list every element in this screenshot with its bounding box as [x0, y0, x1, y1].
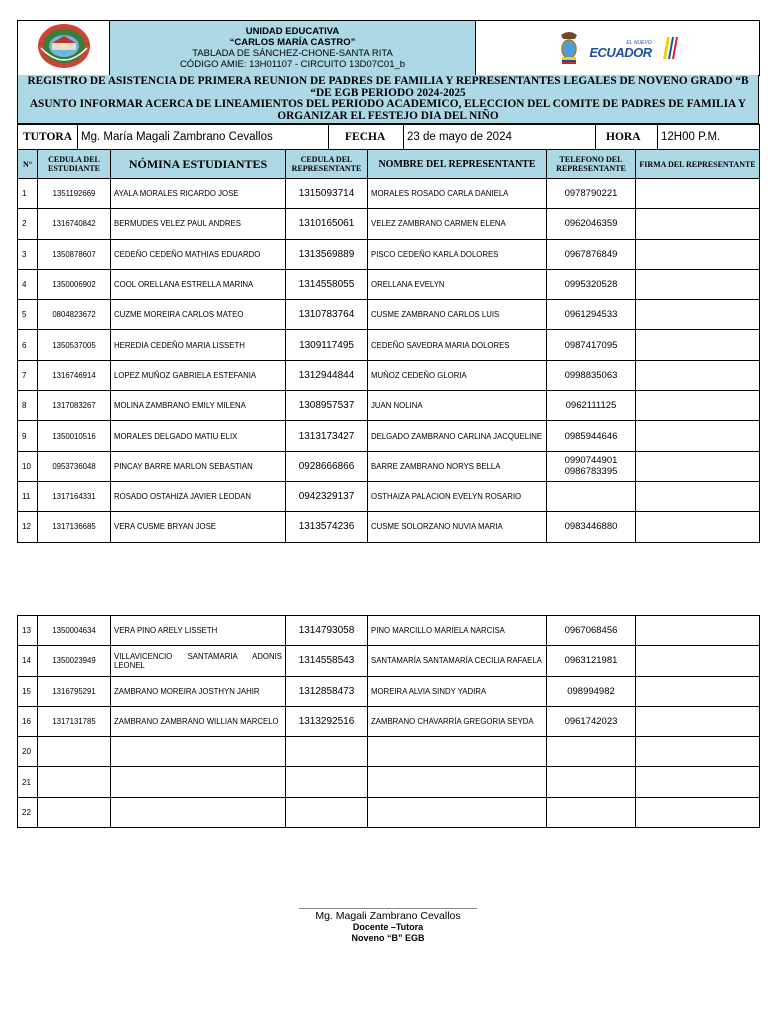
representative-name-cell: MUÑOZ CEDEÑO GLORIA [368, 360, 547, 390]
tutora-value: Mg. María Magali Zambrano Cevallos [78, 125, 329, 150]
school-logo-cell [18, 21, 110, 76]
student-name-cell [111, 737, 286, 767]
table-body-1 [18, 179, 760, 543]
school-line-2: “CARLOS MARÍA CASTRO” [229, 37, 356, 48]
signature-cell [636, 179, 760, 209]
representative-id-cell: 1309117495 [286, 330, 368, 360]
row-number: 5 [18, 300, 38, 330]
representative-name-cell: ZAMBRANO CHAVARRÍA GREGORIA SEYDA [368, 706, 547, 736]
student-name-cell: MORALES DELGADO MATIU ELIX [111, 421, 286, 451]
hora-label: HORA [596, 125, 658, 150]
student-name-cell [111, 797, 286, 827]
representative-id-cell [286, 797, 368, 827]
student-id-cell: 1350006902 [38, 269, 111, 299]
table-row [18, 481, 760, 511]
student-id-cell: 1316740842 [38, 209, 111, 239]
phone-cell: 0995320528 [547, 269, 636, 299]
representative-id-cell: 0928666866 [286, 451, 368, 481]
fecha-value: 23 de mayo de 2024 [404, 125, 596, 150]
phone-cell: 0963121981 [547, 646, 636, 676]
student-name-cell: VILLAVICENCIO SANTAMARIA ADONIS LEONEL [111, 646, 286, 676]
student-id-cell: 1350004634 [38, 616, 111, 646]
phone-cell [547, 767, 636, 797]
representative-id-cell: 1314558543 [286, 646, 368, 676]
representative-id-cell: 1313173427 [286, 421, 368, 451]
student-name-cell: PINCAY BARRE MARLON SEBASTIAN [111, 451, 286, 481]
table-row [18, 421, 760, 451]
fecha-label: FECHA [329, 125, 404, 150]
table-row [18, 360, 760, 390]
representative-id-cell [286, 767, 368, 797]
student-id-cell: 0953736048 [38, 451, 111, 481]
col-telefono: TELEFONO DEL REPRESENTANTE [547, 150, 636, 179]
student-id-cell: 1350023949 [38, 646, 111, 676]
student-id-cell: 1350878607 [38, 239, 111, 269]
signature-line [299, 908, 477, 909]
representative-name-cell: DELGADO ZAMBRANO CARLINA JACQUELINE [368, 421, 547, 451]
phone-cell: 0983446880 [547, 512, 636, 542]
row-number: 10 [18, 451, 38, 481]
table-row [18, 512, 760, 542]
tutora-label: TUTORA [18, 125, 78, 150]
attendance-table-2 [17, 615, 760, 828]
representative-name-cell: CEDEÑO SAVEDRA MARIA DOLORES [368, 330, 547, 360]
representative-name-cell: JUAN NOLINA [368, 391, 547, 421]
student-name-cell: LOPEZ MUÑOZ GABRIELA ESTEFANIA [111, 360, 286, 390]
representative-name-cell [368, 767, 547, 797]
signature-cell [636, 421, 760, 451]
phone-cell: 098994982 [547, 676, 636, 706]
representative-id-cell [286, 737, 368, 767]
signature-cell [636, 239, 760, 269]
representative-id-cell: 1313574236 [286, 512, 368, 542]
representative-name-cell: BARRE ZAMBRANO NORYS BELLA [368, 451, 547, 481]
phone-cell: 0998835063 [547, 360, 636, 390]
info-row [17, 124, 760, 150]
phone-cell: 0961294533 [547, 300, 636, 330]
table-row [18, 737, 760, 767]
representative-id-cell: 0942329137 [286, 481, 368, 511]
phone-cell: 0967876849 [547, 239, 636, 269]
row-number: 16 [18, 706, 38, 736]
representative-name-cell: OSTHAIZA PALACION EVELYN ROSARIO [368, 481, 547, 511]
school-line-4: CÓDIGO AMIE: 13H01107 - CIRCUITO 13D07C01_b [179, 59, 406, 70]
signature-grade: Noveno “B” EGB [351, 933, 425, 943]
government-logo-cell [476, 21, 760, 76]
col-num: N° [18, 150, 38, 179]
attendance-table-1 [17, 149, 760, 543]
row-number: 12 [18, 512, 38, 542]
table-row [18, 209, 760, 239]
table-row [18, 706, 760, 736]
signature-cell [636, 269, 760, 299]
representative-id-cell: 1314558055 [286, 269, 368, 299]
title-line-2: ASUNTO INFORMAR ACERCA DE LINEAMIENTOS DEL PERIODO ACADEMICO, ELECCION DEL COMITE DE PADRES DE FAMILIA Y ORGANIZAR EL FESTEJO DIA DEL NIÑO [29, 98, 747, 122]
student-id-cell: 1317164331 [38, 481, 111, 511]
signature-cell [636, 797, 760, 827]
signature-cell [636, 209, 760, 239]
representative-name-cell: CUSME ZAMBRANO CARLOS LUIS [368, 300, 547, 330]
student-id-cell: 1350010516 [38, 421, 111, 451]
representative-name-cell: MORALES ROSADO CARLA DANIELA [368, 179, 547, 209]
table-row [18, 300, 760, 330]
phone-cell: 0978790221 [547, 179, 636, 209]
col-cedula-rep: CEDULA DEL REPRESENTANTE [286, 150, 368, 179]
col-cedula-est: CEDULA DEL ESTUDIANTE [38, 150, 111, 179]
representative-id-cell: 1308957537 [286, 391, 368, 421]
representative-id-cell: 1312858473 [286, 676, 368, 706]
student-id-cell: 1317136685 [38, 512, 111, 542]
representative-name-cell: MOREIRA ALVIA SINDY YADIRA [368, 676, 547, 706]
representative-name-cell: PINO MARCILLO MARIELA NARCISA [368, 616, 547, 646]
signature-cell [636, 300, 760, 330]
representative-id-cell: 1314793058 [286, 616, 368, 646]
table-row [18, 676, 760, 706]
row-number: 8 [18, 391, 38, 421]
student-id-cell: 1316795291 [38, 676, 111, 706]
representative-name-cell: VELEZ ZAMBRANO CARMEN ELENA [368, 209, 547, 239]
table-row [18, 391, 760, 421]
row-number: 14 [18, 646, 38, 676]
student-name-cell [111, 767, 286, 797]
col-firma: FIRMA DEL REPRESENTANTE [636, 150, 760, 179]
student-name-cell: ZAMBRANO MOREIRA JOSTHYN JAHIR [111, 676, 286, 706]
student-id-cell: 1350537005 [38, 330, 111, 360]
representative-name-cell: ORELLANA EVELYN [368, 269, 547, 299]
signature-cell [636, 646, 760, 676]
table-row [18, 767, 760, 797]
student-name-cell: ROSADO OSTAHIZA JAVIER LEODAN [111, 481, 286, 511]
representative-id-cell: 1310165061 [286, 209, 368, 239]
signature-cell [636, 512, 760, 542]
row-number: 22 [18, 797, 38, 827]
row-number: 6 [18, 330, 38, 360]
signature-cell [636, 737, 760, 767]
logo-small-text: EL NUEVO [626, 40, 652, 46]
school-line-1: UNIDAD EDUCATIVA [245, 26, 340, 37]
signature-name: Mg. Magali Zambrano Cevallos [315, 910, 461, 922]
student-name-cell: MOLINA ZAMBRANO EMILY MILENA [111, 391, 286, 421]
school-info [110, 21, 476, 76]
coat-of-arms-icon [557, 31, 581, 65]
signature-cell [636, 616, 760, 646]
table-row [18, 269, 760, 299]
phone-cell: 0961742023 [547, 706, 636, 736]
document-title [17, 75, 759, 124]
representative-id-cell: 1313292516 [286, 706, 368, 736]
student-name-cell: VERA CUSME BRYAN JOSE [111, 512, 286, 542]
row-number: 1 [18, 179, 38, 209]
representative-name-cell [368, 797, 547, 827]
phone-cell [547, 481, 636, 511]
representative-id-cell: 1315093714 [286, 179, 368, 209]
phone-cell [547, 797, 636, 827]
signature-cell [636, 481, 760, 511]
phone-cell [547, 737, 636, 767]
student-name-cell: BERMUDES VELEZ PAUL ANDRES [111, 209, 286, 239]
signature-cell [636, 391, 760, 421]
ecuador-logo-text: ECUADOR [589, 45, 652, 60]
table-row [18, 616, 760, 646]
student-name-cell: CUZME MOREIRA CARLOS MATEO [111, 300, 286, 330]
representative-name-cell [368, 737, 547, 767]
representative-name-cell: SANTAMARÍA SANTAMARÍA CECILIA RAFAELA [368, 646, 547, 676]
student-id-cell [38, 767, 111, 797]
student-id-cell: 1317083267 [38, 391, 111, 421]
phone-cell: 0990744901 0986783395 [547, 451, 636, 481]
student-name-cell: CEDEÑO CEDEÑO MATHIAS EDUARDO [111, 239, 286, 269]
table-row [18, 646, 760, 676]
school-logo [36, 22, 92, 70]
row-number: 2 [18, 209, 38, 239]
student-name-cell: ZAMBRANO ZAMBRANO WILLIAN MARCELO [111, 706, 286, 736]
header-table [17, 20, 760, 76]
student-id-cell: 1351192669 [38, 179, 111, 209]
representative-name-cell: CUSME SOLORZANO NUVIA MARIA [368, 512, 547, 542]
student-id-cell: 0804823672 [38, 300, 111, 330]
table-row [18, 451, 760, 481]
row-number: 7 [18, 360, 38, 390]
table-row [18, 239, 760, 269]
row-number: 15 [18, 676, 38, 706]
row-number: 3 [18, 239, 38, 269]
row-number: 9 [18, 421, 38, 451]
row-number: 4 [18, 269, 38, 299]
student-name-cell: VERA PINO ARELY LISSETH [111, 616, 286, 646]
signature-cell [636, 767, 760, 797]
phone-cell: 0987417095 [547, 330, 636, 360]
signature-block [250, 911, 526, 944]
student-id-cell: 1316746914 [38, 360, 111, 390]
row-number: 20 [18, 737, 38, 767]
phone-cell: 0962046359 [547, 209, 636, 239]
school-line-3: TABLADA DE SÁNCHEZ-CHONE-SANTA RITA [192, 48, 393, 59]
col-nombre-rep: NOMBRE DEL REPRESENTANTE [368, 150, 547, 179]
representative-id-cell: 1313569889 [286, 239, 368, 269]
signature-cell [636, 330, 760, 360]
representative-id-cell: 1310783764 [286, 300, 368, 330]
signature-cell [636, 676, 760, 706]
signature-cell [636, 451, 760, 481]
student-name-cell: AYALA MORALES RICARDO JOSE [111, 179, 286, 209]
student-name-cell: COOL ORELLANA ESTRELLA MARINA [111, 269, 286, 299]
phone-cell: 0967068456 [547, 616, 636, 646]
student-id-cell [38, 797, 111, 827]
row-number: 11 [18, 481, 38, 511]
student-id-cell [38, 737, 111, 767]
row-number: 21 [18, 767, 38, 797]
table-row [18, 330, 760, 360]
table-row [18, 179, 760, 209]
title-line-1: REGISTRO DE ASISTENCIA DE PRIMERA REUNION DE PADRES DE FAMILIA Y REPRESENTANTES LEGALES DE NOVENO GRADO “B “DE EGB PERIODO 2024-2025 [27, 75, 749, 99]
table-body-2 [18, 616, 760, 828]
signature-role: Docente –Tutora [352, 922, 424, 932]
col-nomina: NÓMINA ESTUDIANTES [111, 150, 286, 179]
flag-stripes-icon [660, 37, 678, 59]
representative-id-cell: 1312944844 [286, 360, 368, 390]
row-number: 13 [18, 616, 38, 646]
hora-value: 12H00 P.M. [658, 125, 760, 150]
table-row [18, 797, 760, 827]
signature-cell [636, 706, 760, 736]
phone-cell: 0985944646 [547, 421, 636, 451]
student-id-cell: 1317131785 [38, 706, 111, 736]
phone-cell: 0962111125 [547, 391, 636, 421]
student-name-cell: HEREDIA CEDEÑO MARIA LISSETH [111, 330, 286, 360]
representative-name-cell: PISCO CEDEÑO KARLA DOLORES [368, 239, 547, 269]
signature-cell [636, 360, 760, 390]
